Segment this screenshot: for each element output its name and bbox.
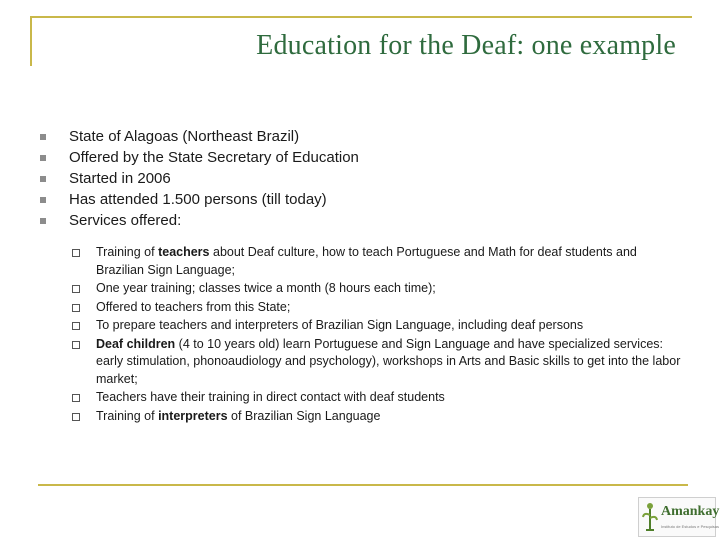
left-frame-line <box>30 16 32 66</box>
square-bullet-icon <box>40 134 46 140</box>
bottom-frame-line <box>38 484 688 486</box>
square-bullet-icon <box>40 218 46 224</box>
main-bullet-list <box>40 126 359 231</box>
bullet-item: Services offered: <box>40 210 359 231</box>
plant-figure-icon <box>642 501 658 533</box>
amankay-logo <box>638 497 720 537</box>
hollow-square-bullet-icon <box>72 413 80 421</box>
bullet-item: Has attended 1.500 persons (till today) <box>40 189 359 210</box>
square-bullet-icon <box>40 197 46 203</box>
logo-tagline: Instituto de Estudos e Pesquisas <box>661 524 720 529</box>
square-bullet-icon <box>40 176 46 182</box>
hollow-square-bullet-icon <box>72 341 80 349</box>
hollow-square-bullet-icon <box>72 322 80 330</box>
bullet-item: State of Alagoas (Northeast Brazil) <box>40 126 359 147</box>
bullet-item: Offered by the State Secretary of Education <box>40 147 359 168</box>
slide-title: Education for the Deaf: one example <box>256 30 676 61</box>
sub-item: Deaf children (4 to 10 years old) learn Portuguese and Sign Language and have specialized services: early stimulation, phonoaudiology and psychology), workshops in Arts and Basic skills to get into the labor market; <box>70 336 682 389</box>
sub-item: One year training; classes twice a month (8 hours each time); <box>70 280 682 298</box>
sub-item: Training of interpreters of Brazilian Sign Language <box>70 408 682 426</box>
sub-item: To prepare teachers and interpreters of Brazilian Sign Language, including deaf persons <box>70 317 682 335</box>
hollow-square-bullet-icon <box>72 394 80 402</box>
hollow-square-bullet-icon <box>72 249 80 257</box>
sub-item: Training of teachers about Deaf culture, how to teach Portuguese and Math for deaf students and Brazilian Sign Language; <box>70 244 682 279</box>
services-sub-list <box>70 244 682 426</box>
square-bullet-icon <box>40 155 46 161</box>
hollow-square-bullet-icon <box>72 304 80 312</box>
sub-item: Teachers have their training in direct contact with deaf students <box>70 389 682 407</box>
logo-name: Amankay <box>661 504 720 519</box>
sub-item: Offered to teachers from this State; <box>70 299 682 317</box>
hollow-square-bullet-icon <box>72 285 80 293</box>
bullet-item: Started in 2006 <box>40 168 359 189</box>
top-frame-line <box>30 16 692 18</box>
